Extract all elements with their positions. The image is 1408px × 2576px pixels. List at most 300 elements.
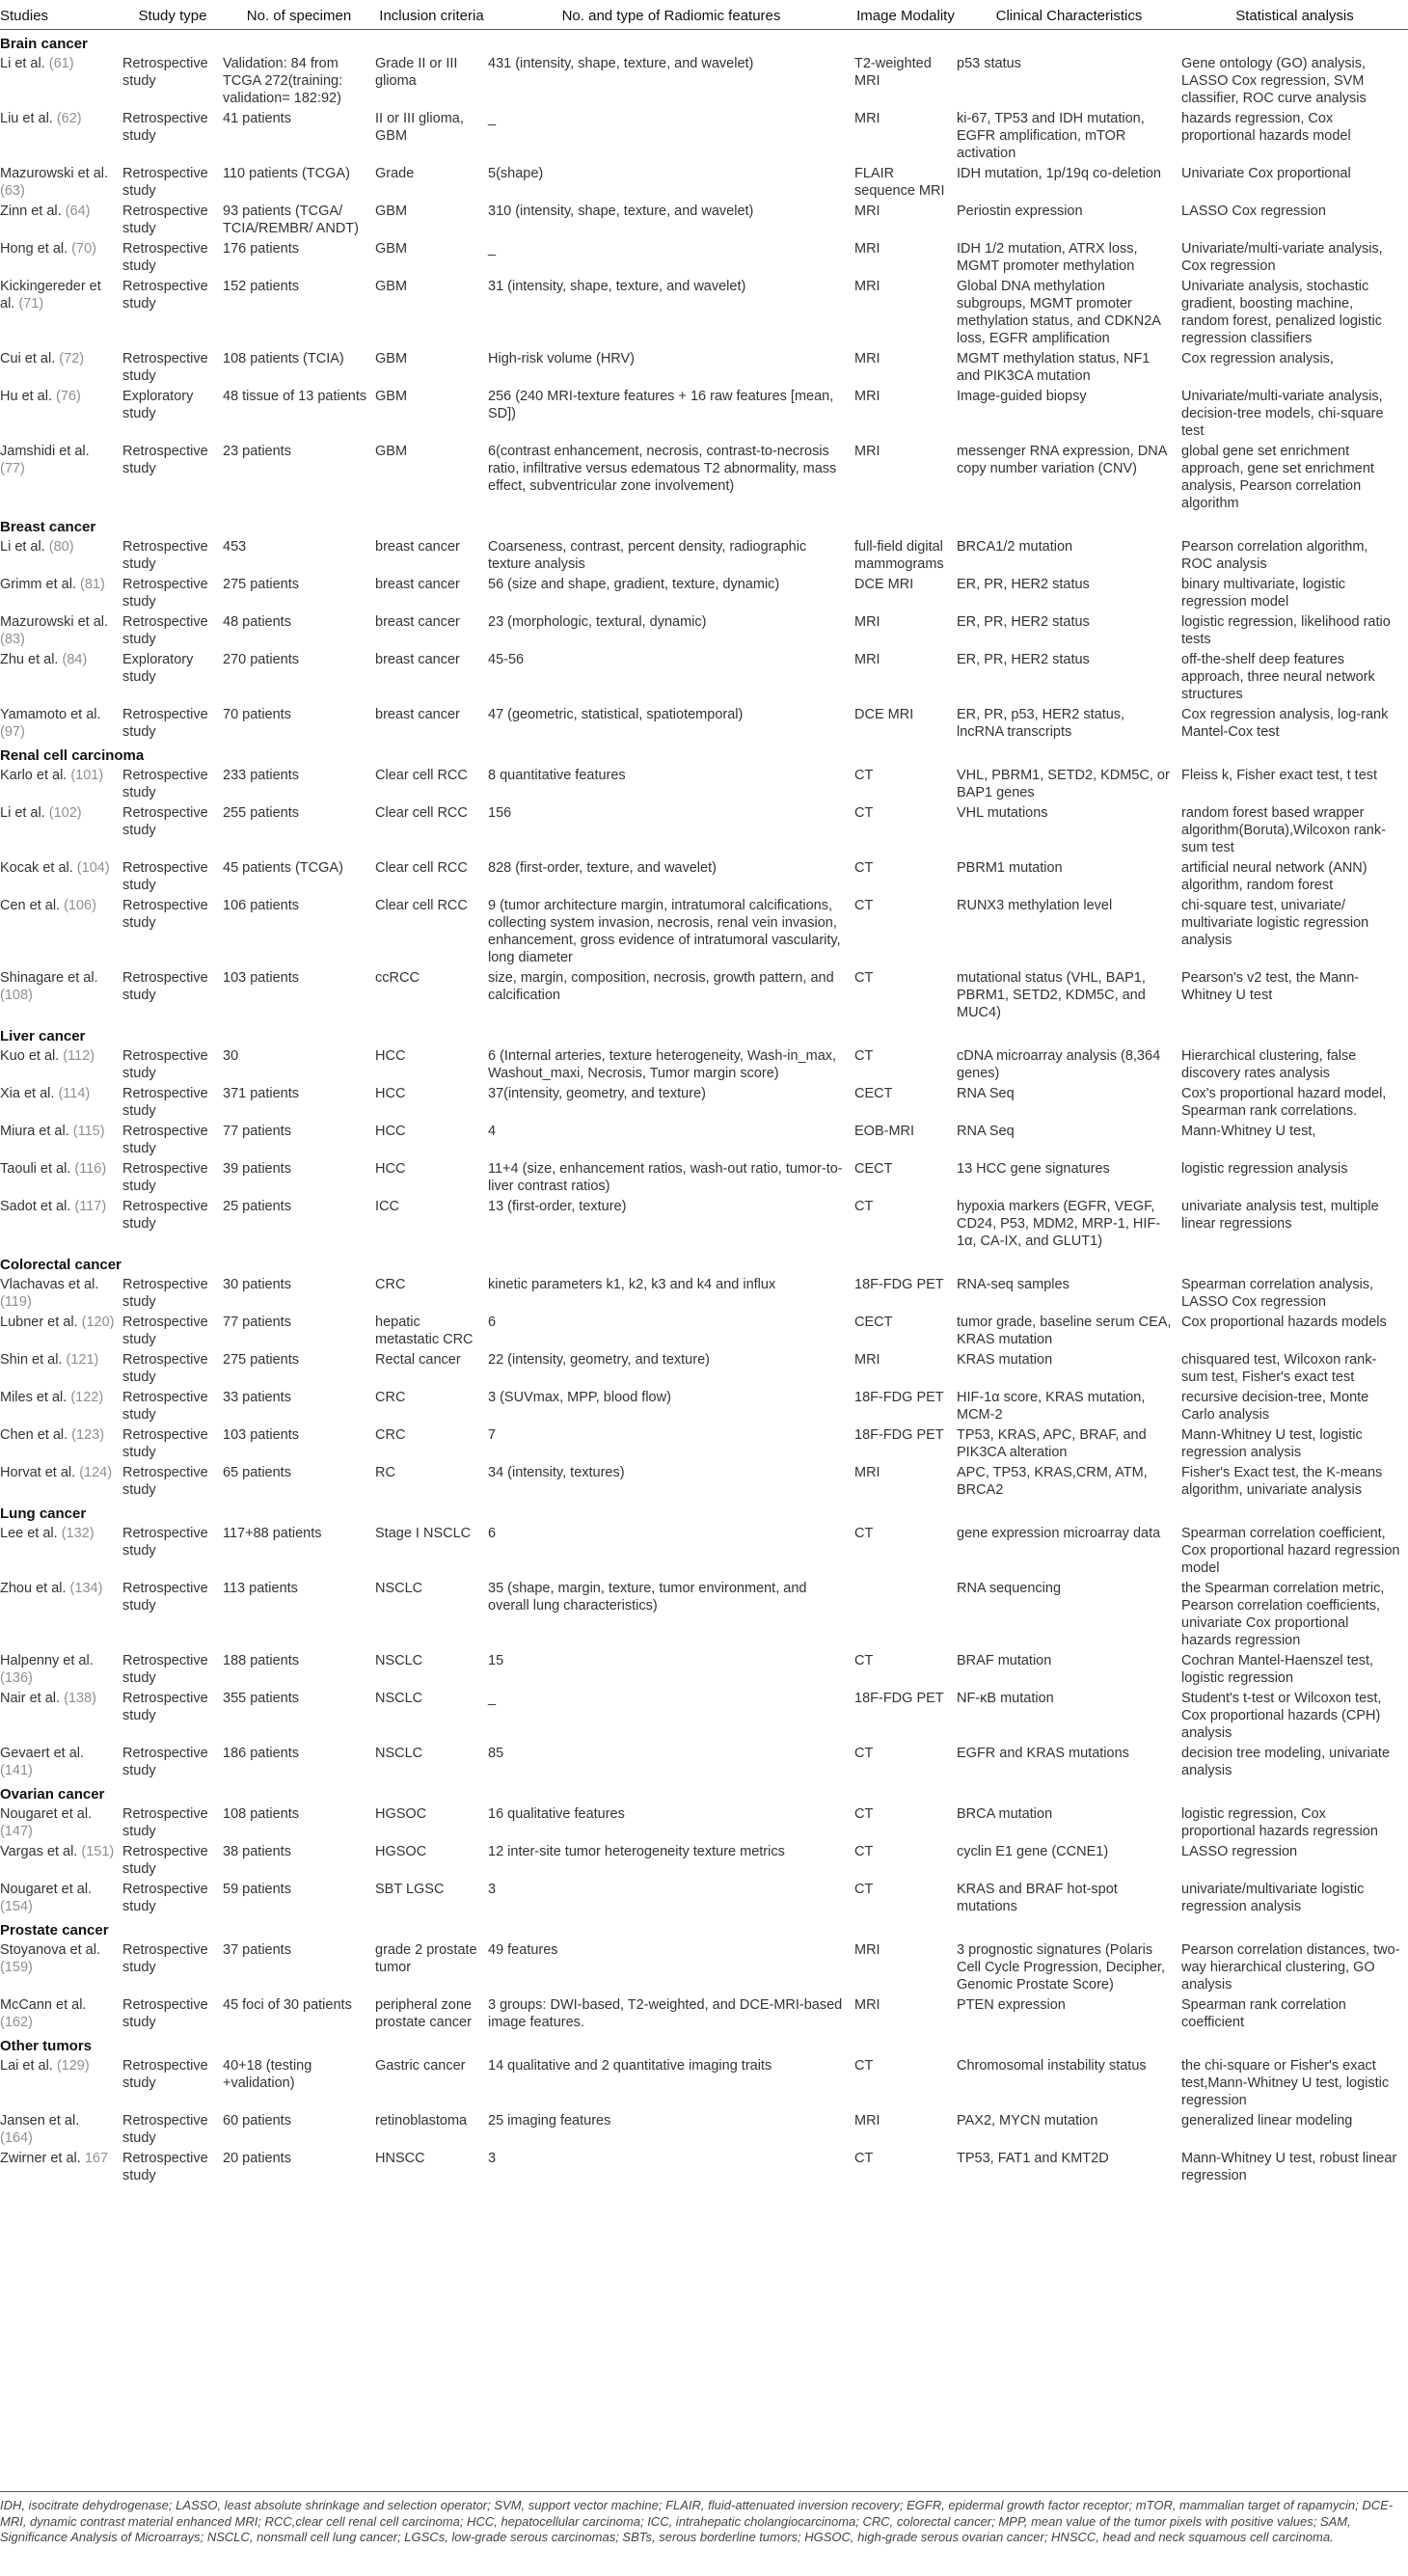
study-author: Halpenny et al.: [0, 1652, 94, 1668]
features-cell: 47 (geometric, statistical, spatiotemporal): [488, 706, 744, 722]
features-cell: 5(shape): [488, 165, 544, 181]
citation-link[interactable]: (70): [71, 240, 96, 257]
citation-link[interactable]: (162): [0, 2014, 33, 2030]
citation-link[interactable]: (136): [0, 1669, 33, 1686]
section-row: [0, 29, 1408, 53]
features-cell: 3: [488, 1881, 497, 1897]
modality-cell: CT: [854, 1881, 874, 1897]
study-type-cell: Retrospective study: [122, 1047, 208, 1081]
specimen-cell: 176 patients: [223, 240, 300, 257]
study-cell: [0, 2148, 122, 2185]
table-row: [0, 2110, 1408, 2148]
study-type-cell: Retrospective study: [122, 613, 208, 647]
col-header-statistics: Statistical analysis: [1181, 0, 1408, 29]
citation-link[interactable]: (101): [70, 767, 104, 783]
citation-link[interactable]: (115): [72, 1123, 105, 1139]
features-cell: size, margin, composition, necrosis, growth pattern, and calcification: [488, 969, 834, 1003]
study-cell: [0, 2110, 122, 2148]
study-author: Vargas et al.: [0, 1843, 82, 1859]
study-type-cell: Retrospective study: [122, 1525, 208, 1559]
modality-cell: MRI: [854, 1464, 880, 1480]
citation-link[interactable]: (124): [79, 1464, 113, 1480]
citation-link[interactable]: (154): [0, 1898, 33, 1914]
study-type-cell: Retrospective study: [122, 1085, 208, 1119]
statistics-cell: Mann-Whitney U test, robust linear regression: [1181, 2150, 1397, 2183]
study-author: Lubner et al.: [0, 1314, 82, 1330]
statistics-cell: Cox's proportional hazard model, Spearman rank correlations.: [1181, 1085, 1387, 1119]
table-row: [0, 201, 1408, 238]
study-author: Cui et al.: [0, 350, 60, 366]
statistics-cell: Gene ontology (GO) analysis, LASSO Cox regression, SVM classifier, ROC curve analysis: [1181, 55, 1367, 106]
section-title: Liver cancer: [0, 1027, 86, 1044]
study-type-cell: Retrospective study: [122, 1745, 208, 1778]
clinical-cell: Chromosomal instability status: [957, 2057, 1147, 2074]
citation-link[interactable]: (81): [79, 576, 105, 592]
statistics-cell: random forest based wrapper algorithm(Boruta),Wilcoxon rank-sum test: [1181, 804, 1386, 855]
table-row: [0, 1879, 1408, 1916]
features-cell: 25 imaging features: [488, 2112, 611, 2129]
study-cell: [0, 1424, 122, 1462]
inclusion-cell: grade 2 prostate tumor: [375, 1941, 477, 1975]
table-row: [0, 1083, 1408, 1121]
study-author: Kuo et al.: [0, 1047, 64, 1064]
study-author: Cen et al.: [0, 897, 65, 913]
inclusion-cell: breast cancer: [375, 538, 460, 555]
study-type-cell: Retrospective study: [122, 110, 208, 144]
table-row: [0, 348, 1408, 386]
study-cell: [0, 1939, 122, 1994]
table-row: [0, 1578, 1408, 1650]
specimen-cell: 41 patients: [223, 110, 291, 126]
citation-link[interactable]: (108): [0, 987, 33, 1003]
study-author: Kickingereder et al.: [0, 278, 101, 312]
clinical-cell: KRAS and BRAF hot-spot mutations: [957, 1881, 1118, 1914]
study-type-cell: Retrospective study: [122, 2112, 208, 2146]
features-cell: 23 (morphologic, textural, dynamic): [488, 613, 707, 630]
section-row: [0, 1022, 1408, 1045]
features-cell: 6: [488, 1525, 497, 1541]
clinical-cell: RNA Seq: [957, 1123, 1015, 1139]
citation-link[interactable]: (80): [48, 538, 74, 555]
study-author: Nougaret et al.: [0, 1805, 93, 1822]
table-row: [0, 386, 1408, 441]
specimen-cell: 103 patients: [223, 969, 300, 986]
clinical-cell: HIF-1α score, KRAS mutation, MCM-2: [957, 1389, 1146, 1423]
study-type-cell: Retrospective study: [122, 1464, 208, 1498]
citation-link[interactable]: (84): [62, 651, 88, 667]
study-cell: [0, 704, 122, 742]
clinical-cell: cDNA microarray analysis (8,364 genes): [957, 1047, 1161, 1081]
col-header-inclusion: Inclusion criteria: [375, 0, 488, 29]
study-author: Zhou et al.: [0, 1580, 70, 1596]
inclusion-cell: HGSOC: [375, 1843, 427, 1859]
clinical-cell: Global DNA methylation subgroups, MGMT promoter methylation status, and CDKN2A loss, EGFR amplification: [957, 278, 1161, 346]
citation-link[interactable]: (112): [63, 1047, 95, 1064]
clinical-cell: ER, PR, HER2 status: [957, 613, 1090, 630]
features-cell: _: [488, 110, 497, 126]
clinical-cell: VHL, PBRM1, SETD2, KDM5C, or BAP1 genes: [957, 767, 1170, 800]
study-author: Grimm et al.: [0, 576, 80, 592]
study-cell: [0, 163, 122, 201]
study-author: Mazurowski et al.: [0, 613, 109, 630]
inclusion-cell: HCC: [375, 1047, 406, 1064]
clinical-cell: RUNX3 methylation level: [957, 897, 1113, 913]
modality-cell: MRI: [854, 1996, 880, 2013]
inclusion-cell: GBM: [375, 240, 408, 257]
table-row: [0, 857, 1408, 895]
inclusion-cell: GBM: [375, 203, 408, 219]
study-author: Miura et al.: [0, 1123, 73, 1139]
clinical-cell: messenger RNA expression, DNA copy number variation (CNV): [957, 443, 1167, 476]
study-author: Jansen et al.: [0, 2112, 80, 2129]
study-type-cell: Retrospective study: [122, 1690, 208, 1723]
specimen-cell: 48 tissue of 13 patients: [223, 388, 367, 404]
clinical-cell: 3 prognostic signatures (Polaris Cell Cycle Progression, Decipher, Genomic Prostate Score): [957, 1941, 1165, 1993]
modality-cell: MRI: [854, 203, 880, 219]
study-author: Kocak et al.: [0, 859, 77, 876]
inclusion-cell: Clear cell RCC: [375, 897, 468, 913]
inclusion-cell: GBM: [375, 443, 408, 459]
modality-cell: MRI: [854, 110, 880, 126]
inclusion-cell: retinoblastoma: [375, 2112, 468, 2129]
clinical-cell: TP53, KRAS, APC, BRAF, and PIK3CA alteration: [957, 1426, 1147, 1460]
citation-link[interactable]: (122): [70, 1389, 104, 1405]
citation-link[interactable]: (114): [58, 1085, 91, 1101]
inclusion-cell: HCC: [375, 1160, 406, 1177]
modality-cell: CT: [854, 2150, 874, 2166]
features-cell: 49 features: [488, 1941, 558, 1958]
study-cell: [0, 1083, 122, 1121]
study-author: Horvat et al.: [0, 1464, 80, 1480]
study-type-cell: Retrospective study: [122, 767, 208, 800]
study-cell: [0, 348, 122, 386]
statistics-cell: chi-square test, univariate/ multivariate logistic regression analysis: [1181, 897, 1369, 948]
study-type-cell: Retrospective study: [122, 897, 208, 931]
study-author: Taouli et al.: [0, 1160, 75, 1177]
citation-link[interactable]: (97): [0, 723, 25, 740]
citation-link[interactable]: (147): [0, 1823, 33, 1839]
study-type-cell: Retrospective study: [122, 969, 208, 1003]
citation-link[interactable]: (121): [66, 1351, 99, 1368]
features-cell: 13 (first-order, texture): [488, 1198, 627, 1214]
specimen-cell: 233 patients: [223, 767, 300, 783]
citation-link[interactable]: (151): [81, 1843, 115, 1859]
clinical-cell: Image-guided biopsy: [957, 388, 1087, 404]
table-row: [0, 704, 1408, 742]
citation-link[interactable]: (83): [0, 631, 25, 647]
statistics-cell: Univariate/multi-variate analysis, decision-tree models, chi-square test: [1181, 388, 1384, 439]
citation-link[interactable]: (164): [0, 2129, 33, 2146]
inclusion-cell: HNSCC: [375, 2150, 425, 2166]
section-row: [0, 1500, 1408, 1523]
modality-cell: 18F-FDG PET: [854, 1276, 944, 1292]
features-cell: 8 quantitative features: [488, 767, 626, 783]
specimen-cell: 70 patients: [223, 706, 291, 722]
study-cell: [0, 441, 122, 513]
features-cell: 16 qualitative features: [488, 1805, 625, 1822]
specimen-cell: 93 patients (TCGA/ TCIA/REMBR/ ANDT): [223, 203, 359, 236]
modality-cell: CT: [854, 1745, 874, 1761]
inclusion-cell: HCC: [375, 1123, 406, 1139]
modality-cell: MRI: [854, 1941, 880, 1958]
modality-cell: 18F-FDG PET: [854, 1690, 944, 1706]
study-cell: [0, 1121, 122, 1158]
statistics-cell: Cox regression analysis,: [1181, 350, 1334, 366]
table-row: [0, 238, 1408, 276]
specimen-cell: 38 patients: [223, 1843, 291, 1859]
table-row: [0, 1045, 1408, 1083]
section-title: Renal cell carcinoma: [0, 746, 145, 764]
clinical-cell: RNA-seq samples: [957, 1276, 1070, 1292]
modality-cell: CECT: [854, 1160, 893, 1177]
col-header-studies: Studies: [0, 0, 122, 29]
study-type-cell: Retrospective study: [122, 576, 208, 610]
specimen-cell: 25 patients: [223, 1198, 291, 1214]
citation-link[interactable]: (76): [56, 388, 81, 404]
study-cell: [0, 238, 122, 276]
study-author: Stoyanova et al.: [0, 1941, 100, 1958]
modality-cell: MRI: [854, 651, 880, 667]
study-type-cell: Retrospective study: [122, 2150, 208, 2183]
table-row: [0, 1939, 1408, 1994]
study-author: Miles et al.: [0, 1389, 71, 1405]
specimen-cell: 108 patients: [223, 1805, 300, 1822]
modality-cell: 18F-FDG PET: [854, 1389, 944, 1405]
statistics-cell: logistic regression, Cox proportional hazards regression: [1181, 1805, 1378, 1839]
inclusion-cell: Gastric cancer: [375, 2057, 466, 2074]
clinical-cell: IDH 1/2 mutation, ATRX loss, MGMT promoter methylation: [957, 240, 1138, 274]
study-author: Xia et al.: [0, 1085, 59, 1101]
specimen-cell: 188 patients: [223, 1652, 300, 1668]
statistics-cell: Pearson correlation algorithm, ROC analysis: [1181, 538, 1368, 572]
citation-link[interactable]: (117): [74, 1198, 107, 1214]
citation-link[interactable]: (132): [61, 1525, 95, 1541]
modality-cell: MRI: [854, 350, 880, 366]
inclusion-cell: breast cancer: [375, 613, 460, 630]
table-row: [0, 53, 1408, 108]
study-type-cell: Retrospective study: [122, 2057, 208, 2091]
citation-link[interactable]: (129): [56, 2057, 90, 2074]
statistics-cell: Hierarchical clustering, false discovery rates analysis: [1181, 1047, 1357, 1081]
study-cell: [0, 574, 122, 611]
col-header-clinical: Clinical Characteristics: [957, 0, 1181, 29]
features-cell: 11+4 (size, enhancement ratios, wash-out ratio, tumor-to-liver contrast ratios): [488, 1160, 843, 1194]
inclusion-cell: HCC: [375, 1085, 406, 1101]
study-author: Vlachavas et al.: [0, 1276, 99, 1292]
clinical-cell: hypoxia markers (EGFR, VEGF, CD24, P53, MDM2, MRP-1, HIF-1α, CA-IX, and GLUT1): [957, 1198, 1161, 1249]
features-cell: 431 (intensity, shape, texture, and wavelet): [488, 55, 754, 71]
study-cell: [0, 1578, 122, 1650]
study-author: Chen et al.: [0, 1426, 72, 1443]
specimen-cell: 39 patients: [223, 1160, 291, 1177]
table-row: [0, 1841, 1408, 1879]
study-cell: [0, 1196, 122, 1251]
citation-link[interactable]: (138): [64, 1690, 96, 1706]
citation-link[interactable]: (120): [81, 1314, 115, 1330]
citation-link[interactable]: (106): [64, 897, 96, 913]
citation-link[interactable]: (134): [69, 1580, 103, 1596]
inclusion-cell: II or III glioma, GBM: [375, 110, 464, 144]
study-author: Shinagare et al.: [0, 969, 98, 986]
study-type-cell: Retrospective study: [122, 1123, 208, 1156]
features-cell: 828 (first-order, texture, and wavelet): [488, 859, 717, 876]
inclusion-cell: Grade II or III glioma: [375, 55, 458, 89]
statistics-cell: decision tree modeling, univariate analysis: [1181, 1745, 1391, 1778]
features-cell: 35 (shape, margin, texture, tumor environment, and overall lung characteristics): [488, 1580, 807, 1613]
statistics-cell: Spearman correlation coefficient, Cox proportional hazard regression model: [1181, 1525, 1400, 1576]
study-type-cell: Retrospective study: [122, 203, 208, 236]
citation-link[interactable]: (159): [0, 1959, 33, 1975]
statistics-cell: LASSO Cox regression: [1181, 203, 1326, 219]
table-row: [0, 611, 1408, 649]
features-cell: 85: [488, 1745, 504, 1761]
footnote-text: IDH, isocitrate dehydrogenase; LASSO, least absolute shrinkage and selection operator; SVM, support vector machine; FLAIR, fluid-attenuated inversion recovery; EGFR, epidermal growth factor receptor; mTOR, mammalian target of rapamycin; DCE-MRI, dynamic contrast material enhanced MRI; RCC,clear cell renal cell carcinoma; HCC, hepatocellular carcinoma; ICC, intrahepatic cholangiocarcinoma; CRC, colorectal cancer; MPP, mean value of the tumor pixels with positive values; SAM, Significance Analysis of Microarrays; NSCLC, nonsmall cell lung cancer; LGSCs, low-grade serous carcinomas; SBTs, serous borderline tumors; HGSOC, high-grade serous ovarian cancer; HNSCC, head and neck squamous cell carcinoma.: [0, 2498, 1394, 2544]
study-cell: [0, 1994, 122, 2032]
section-row: [0, 1780, 1408, 1803]
modality-cell: CT: [854, 1047, 874, 1064]
study-cell: [0, 53, 122, 108]
clinical-cell: NF-κB mutation: [957, 1690, 1054, 1706]
specimen-cell: 355 patients: [223, 1690, 300, 1706]
features-cell: High-risk volume (HRV): [488, 350, 636, 366]
statistics-cell: Mann-Whitney U test, logistic regression analysis: [1181, 1426, 1363, 1460]
table-row: [0, 1196, 1408, 1251]
clinical-cell: PAX2, MYCN mutation: [957, 2112, 1098, 2129]
study-cell: [0, 201, 122, 238]
modality-cell: CT: [854, 1805, 874, 1822]
study-type-cell: Retrospective study: [122, 1426, 208, 1460]
specimen-cell: 270 patients: [223, 651, 300, 667]
study-cell: [0, 1045, 122, 1083]
table-row: [0, 1650, 1408, 1688]
study-type-cell: Retrospective study: [122, 859, 208, 893]
citation-link[interactable]: (104): [76, 859, 110, 876]
study-author: Zhu et al.: [0, 651, 63, 667]
citation-link[interactable]: (77): [0, 460, 25, 476]
study-author: Gevaert et al.: [0, 1745, 85, 1761]
inclusion-cell: NSCLC: [375, 1690, 423, 1706]
table-row: [0, 1349, 1408, 1387]
citation-link[interactable]: 167: [84, 2150, 109, 2166]
modality-cell: CT: [854, 1843, 874, 1859]
inclusion-cell: CRC: [375, 1276, 406, 1292]
features-cell: 6(contrast enhancement, necrosis, contrast-to-necrosis ratio, infiltrative versus edematous T2 abnormality, mass effect, subventricular zone involvement): [488, 443, 837, 494]
clinical-cell: EGFR and KRAS mutations: [957, 1745, 1129, 1761]
clinical-cell: PBRM1 mutation: [957, 859, 1063, 876]
citation-link[interactable]: (123): [71, 1426, 105, 1443]
study-author: Li et al.: [0, 804, 49, 821]
modality-cell: CT: [854, 1525, 874, 1541]
modality-cell: MRI: [854, 443, 880, 459]
specimen-cell: 103 patients: [223, 1426, 300, 1443]
citation-link[interactable]: (72): [59, 350, 85, 366]
clinical-cell: APC, TP53, KRAS,CRM, ATM, BRCA2: [957, 1464, 1148, 1498]
modality-cell: CT: [854, 1198, 874, 1214]
clinical-cell: ER, PR, HER2 status: [957, 576, 1090, 592]
study-cell: [0, 2055, 122, 2110]
inclusion-cell: ccRCC: [375, 969, 420, 986]
study-type-cell: Retrospective study: [122, 538, 208, 572]
study-type-cell: Retrospective study: [122, 55, 208, 89]
study-type-cell: Retrospective study: [122, 1276, 208, 1310]
study-cell: [0, 1743, 122, 1780]
table-row: [0, 1523, 1408, 1578]
specimen-cell: 371 patients: [223, 1085, 300, 1101]
clinical-cell: 13 HCC gene signatures: [957, 1160, 1110, 1177]
statistics-cell: global gene set enrichment approach, gene set enrichment analysis, Pearson correlation algorithm: [1181, 443, 1374, 511]
section-row: [0, 2032, 1408, 2055]
statistics-cell: Spearman correlation analysis, LASSO Cox regression: [1181, 1276, 1374, 1310]
study-author: Nougaret et al.: [0, 1881, 93, 1897]
clinical-cell: Periostin expression: [957, 203, 1083, 219]
inclusion-cell: SBT LGSC: [375, 1881, 445, 1897]
inclusion-cell: NSCLC: [375, 1745, 423, 1761]
specimen-cell: 77 patients: [223, 1123, 291, 1139]
clinical-cell: gene expression microarray data: [957, 1525, 1161, 1541]
table-body: [0, 29, 1408, 2185]
table-row: [0, 1121, 1408, 1158]
statistics-cell: Fisher's Exact test, the K-means algorithm, univariate analysis: [1181, 1464, 1383, 1498]
features-cell: 3: [488, 2150, 497, 2166]
citation-link[interactable]: (119): [0, 1293, 32, 1310]
citation-link[interactable]: (141): [0, 1762, 33, 1778]
col-header-study-type: Study type: [122, 0, 223, 29]
study-cell: [0, 611, 122, 649]
table-row: [0, 536, 1408, 574]
inclusion-cell: breast cancer: [375, 651, 460, 667]
citation-link[interactable]: (102): [48, 804, 82, 821]
modality-cell: MRI: [854, 388, 880, 404]
citation-link[interactable]: (71): [18, 295, 44, 312]
modality-cell: MRI: [854, 278, 880, 294]
study-author: Shin et al.: [0, 1351, 67, 1368]
inclusion-cell: Rectal cancer: [375, 1351, 461, 1368]
citation-link[interactable]: (63): [0, 182, 25, 199]
clinical-cell: BRCA mutation: [957, 1805, 1053, 1822]
inclusion-cell: hepatic metastatic CRC: [375, 1314, 474, 1347]
study-cell: [0, 1841, 122, 1879]
study-type-cell: Retrospective study: [122, 165, 208, 199]
study-author: Nair et al.: [0, 1690, 65, 1706]
specimen-cell: 59 patients: [223, 1881, 291, 1897]
section-row: [0, 1916, 1408, 1939]
study-author: Zwirner et al.: [0, 2150, 85, 2166]
clinical-cell: MGMT methylation status, NF1 and PIK3CA mutation: [957, 350, 1151, 384]
features-cell: 14 qualitative and 2 quantitative imaging traits: [488, 2057, 772, 2074]
study-author: Liu et al.: [0, 110, 57, 126]
citation-link[interactable]: (64): [65, 203, 91, 219]
study-type-cell: Retrospective study: [122, 240, 208, 274]
table-row: [0, 802, 1408, 857]
specimen-cell: 30: [223, 1047, 239, 1064]
inclusion-cell: peripheral zone prostate cancer: [375, 1996, 472, 2030]
clinical-cell: IDH mutation, 1p/19q co-deletion: [957, 165, 1161, 181]
specimen-cell: 30 patients: [223, 1276, 291, 1292]
citation-link[interactable]: (116): [74, 1160, 107, 1177]
features-cell: _: [488, 240, 497, 257]
citation-link[interactable]: (62): [56, 110, 82, 126]
features-cell: _: [488, 1690, 497, 1706]
section-title: Breast cancer: [0, 518, 96, 535]
citation-link[interactable]: (61): [48, 55, 74, 71]
statistics-cell: univariate/multivariate logistic regression analysis: [1181, 1881, 1365, 1914]
modality-cell: CT: [854, 969, 874, 986]
study-author: Sadot et al.: [0, 1198, 75, 1214]
features-cell: 7: [488, 1426, 497, 1443]
study-author: Yamamoto et al.: [0, 706, 101, 722]
statistics-cell: Univariate Cox proportional: [1181, 165, 1351, 181]
clinical-cell: p53 status: [957, 55, 1021, 71]
